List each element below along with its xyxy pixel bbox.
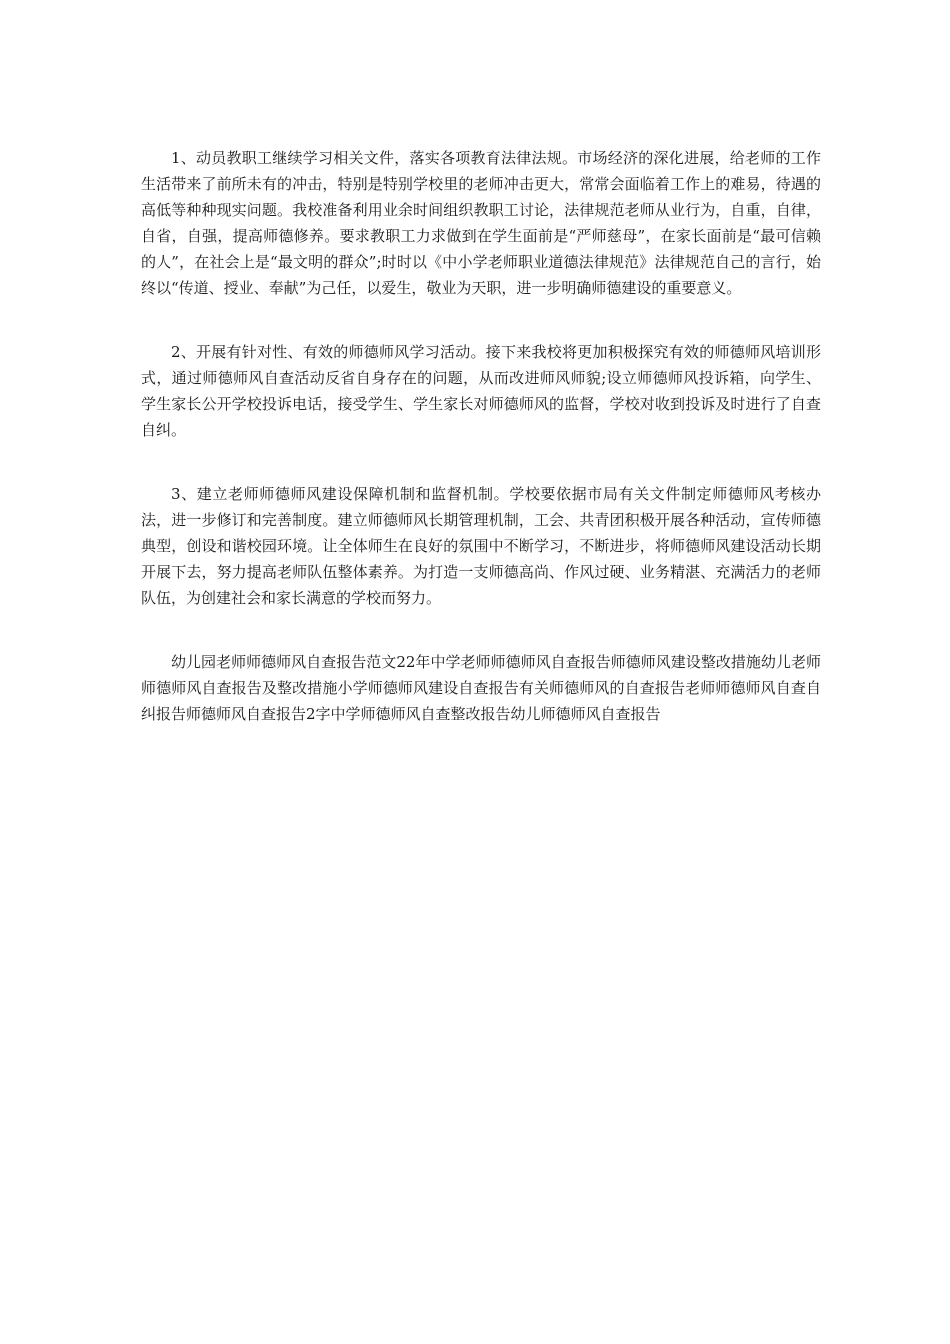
paragraph-3: 3、建立老师师德师风建设保障机制和监督机制。学校要依据市局有关文件制定师德师风考核办法，进一步修订和完善制度。建立师德师风长期管理机制，工会、共青团积极开展各种活动，宣传师德典型，创设和谐校园环境。让全体师生在良好的氛围中不断学习，不断进步，将师德师风建设活动长期开展下去，努力提高老师队伍整体素养。为打造一支师德高尚、作风过硬、业务精湛、充满活力的老师队伍，为创建社会和家长满意的学校而努力。 [141, 485, 821, 607]
paragraph-2: 2、开展有针对性、有效的师德师风学习活动。接下来我校将更加积极探究有效的师德师风培训形式，通过师德师风自查活动反省自身存在的问题，从而改进师风师貌;设立师德师风投诉箱，向学生、学生家长公开学校投诉电话，接受学生、学生家长对师德师风的监督，学校对收到投诉及时进行了自查自纠。 [141, 343, 821, 439]
document-body [141, 145, 821, 765]
paragraph-1: 1、动员教职工继续学习相关文件，落实各项教育法律法规。市场经济的深化进展，给老师的工作生活带来了前所未有的冲击，特别是特别学校里的老师冲击更大，常常会面临着工作上的难易，待遇的高低等种种现实问题。我校准备利用业余时间组织教职工讨论，法律规范老师从业行为，自重，自律，自省，自强，提高师德修养。要求教职工力求做到在学生面前是“严师慈母”，在家长面前是“最可信赖的人”，在社会上是“最文明的群众”;时时以《中小学老师职业道德法律规范》法律规范自己的言行，始终以“传道、授业、奉献”为己任，以爱生，敬业为天职，进一步明确师德建设的重要意义。 [141, 149, 821, 297]
related-links-paragraph: 幼儿园老师师德师风自查报告范文22年中学老师师德师风自查报告师德师风建设整改措施幼儿老师师德师风自查报告及整改措施小学师德师风建设自查报告有关师德师风的自查报告老师师德师风自查自纠报告师德师风自查报告2字中学师德师风自查整改报告幼儿师德师风自查报告 [141, 653, 821, 723]
